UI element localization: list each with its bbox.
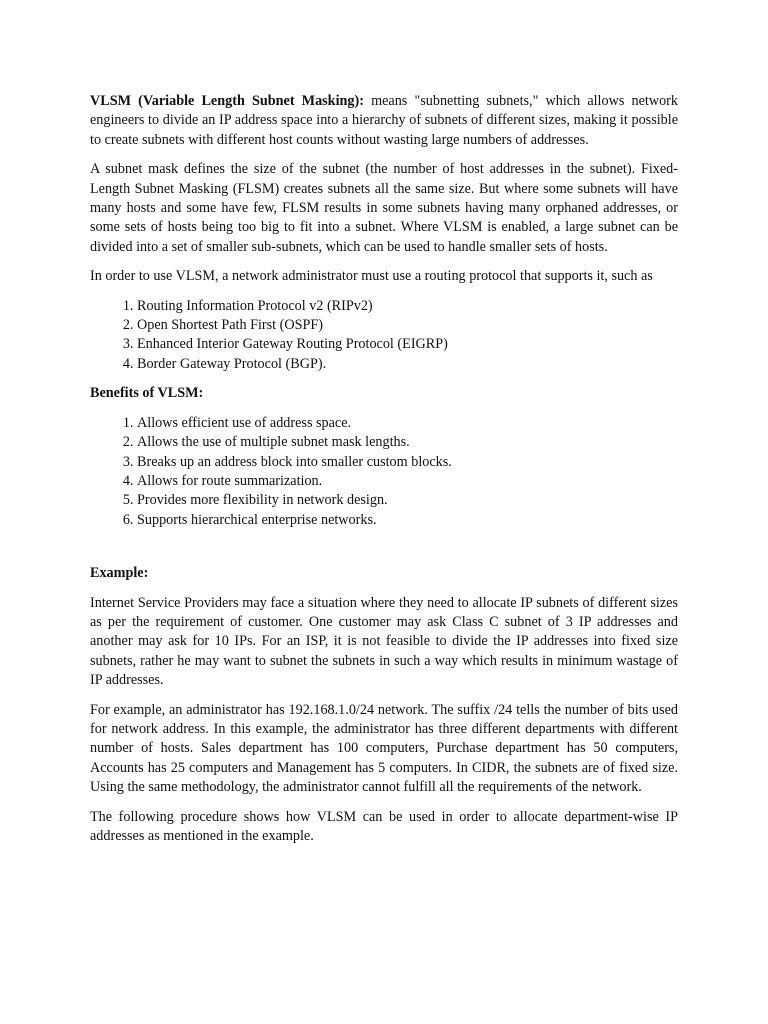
protocol-list — [90, 297, 678, 375]
intro-paragraph — [90, 92, 678, 150]
administrator-example-paragraph: For example, an administrator has 192.168.1.0/24 network. The suffix /24 tells the number of bits used for network address. In this example, the administrator has three different departments with different number of hosts. Sales department has 100 computers, Purchase department has 50 computers, Accounts has 25 computers and Management has 5 computers. In CIDR, the subnets are of fixed size. Using the same methodology, the administrator cannot fulfill all the requirements of the network. — [90, 701, 678, 796]
intro-term: VLSM (Variable Length Subnet Masking): — [90, 93, 364, 109]
list-item: 1. Allows efficient use of address space. — [137, 414, 678, 433]
benefits-list — [90, 414, 678, 530]
isp-paragraph: Internet Service Providers may face a situation where they need to allocate IP subnets of different sizes as per the requirement of customer. One customer may ask Class C subnet of 3 IP addresses and another may ask for 10 IPs. For an ISP, it is not feasible to divide the IP addresses into fixed size subnets, rather he may want to subnet the subnets in such a way which results in minimum wastage of IP addresses. — [90, 594, 678, 689]
list-item: 3. Enhanced Interior Gateway Routing Protocol (EIGRP) — [137, 335, 678, 354]
list-item: 1. Routing Information Protocol v2 (RIPv2) — [137, 297, 678, 316]
section-spacer — [90, 540, 678, 564]
flsm-paragraph: A subnet mask defines the size of the subnet (the number of host addresses in the subnet). Fixed-Length Subnet Masking (FLSM) creates subnets all the same size. But where some subnets will have many hosts and some have few, FLSM results in some subnets having many orphaned addresses, or some sets of hosts being too big to fit into a subnet. Where VLSM is enabled, a large subnet can be divided into a set of smaller sub-subnets, which can be used to handle smaller sets of hosts. — [90, 161, 678, 255]
benefits-heading: Benefits of VLSM: — [90, 385, 204, 402]
list-item: 6. Supports hierarchical enterprise networks. — [137, 511, 678, 530]
list-item: 3. Breaks up an address block into smaller custom blocks. — [137, 453, 678, 472]
list-item: 5. Provides more flexibility in network design. — [137, 491, 678, 510]
list-item: 4. Border Gateway Protocol (BGP). — [137, 355, 678, 374]
example-heading: Example: — [90, 565, 149, 582]
intro-text: means "subnetting subnets," which allows network engineers to divide an IP address space into a hierarchy of subnets of different sizes, making it possible to create subnets with different host counts without wasting large numbers of addresses. — [90, 93, 678, 148]
routing-protocol-paragraph: In order to use VLSM, a network administrator must use a routing protocol that supports it, such as — [90, 268, 653, 285]
procedure-paragraph: The following procedure shows how VLSM can be used in order to allocate department-wise IP addresses as mentioned in the example. — [90, 808, 678, 844]
list-item: 4. Allows for route summarization. — [137, 472, 678, 491]
list-item: 2. Open Shortest Path First (OSPF) — [137, 316, 678, 335]
list-item: 2. Allows the use of multiple subnet mask lengths. — [137, 433, 678, 452]
